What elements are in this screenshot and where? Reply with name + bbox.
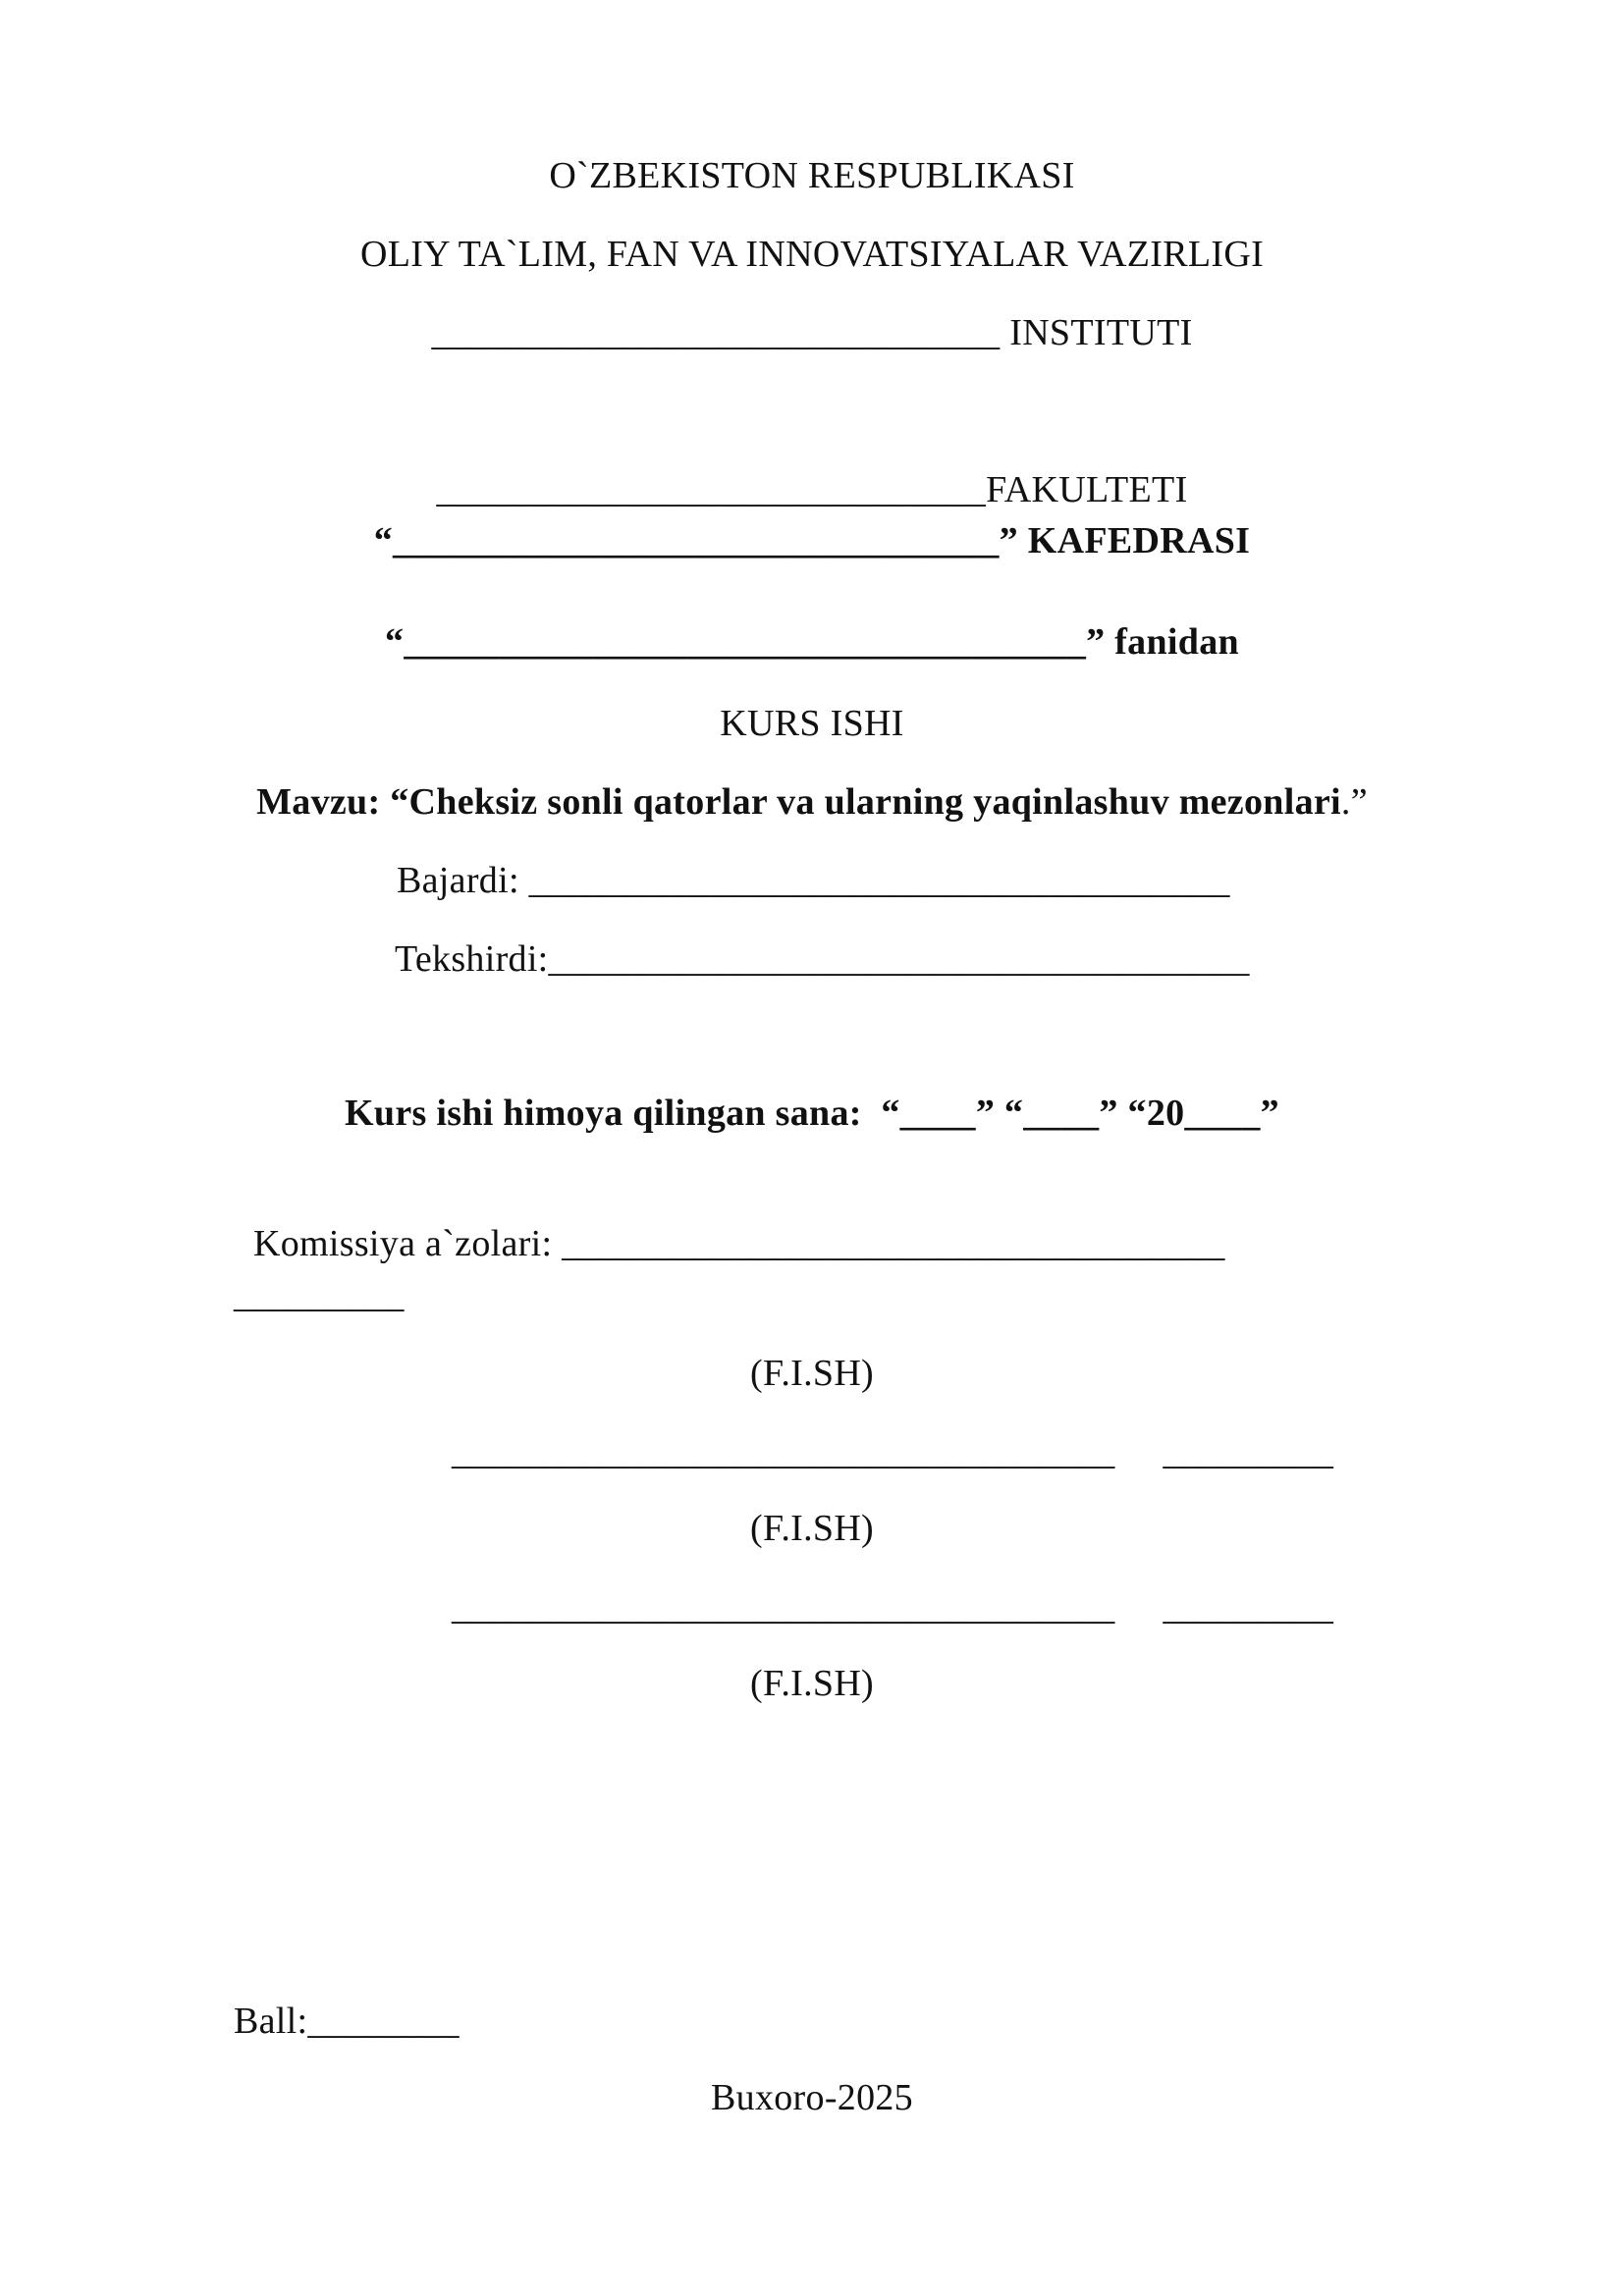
topic-line xyxy=(0,783,1624,821)
member-line-3: ___________________________________ _________ xyxy=(452,1586,1334,1628)
faculty-line: _____________________________FAKULTETI xyxy=(436,469,1188,510)
commission-label: Komissiya a`zolari: ___________________________________ xyxy=(253,1223,1225,1264)
performer-line: Bajardi: _____________________________________ xyxy=(397,860,1230,901)
topic-title: “Cheksiz sonli qatorlar va ularning yaqinlashuv mezonlari xyxy=(390,781,1341,823)
fish-label-3: (F.I.SH) xyxy=(749,1663,875,1704)
ministry-heading: OLIY TA`LIM, FAN VA INNOVATSIYALAR VAZIRLIGI xyxy=(359,234,1265,275)
defense-date-line: Kurs ishi himoya qilingan sana: “____” “____” “20____” xyxy=(345,1093,1279,1134)
work-type-title: KURS ISHI xyxy=(720,703,904,744)
city-year: Buxoro-2025 xyxy=(711,2077,913,2118)
score-line: Ball:________ xyxy=(234,2001,460,2042)
subject-line: “____________________________________” fanidan xyxy=(385,621,1239,663)
institute-line: ______________________________ INSTITUTI xyxy=(431,312,1193,353)
fish-label-1: (F.I.SH) xyxy=(749,1353,875,1394)
checker-line: Tekshirdi:_____________________________________ xyxy=(395,938,1250,980)
topic-prefix: Mavzu: xyxy=(256,781,391,823)
republic-heading: O`ZBEKISTON RESPUBLIKASI xyxy=(549,155,1075,196)
department-line: “________________________________” KAFEDRASI xyxy=(373,520,1251,561)
commission-overflow-line: _________ xyxy=(234,1274,405,1315)
member-line-2: ___________________________________ _________ xyxy=(452,1431,1334,1472)
topic-suffix: .” xyxy=(1340,781,1368,823)
fish-label-2: (F.I.SH) xyxy=(749,1508,875,1549)
